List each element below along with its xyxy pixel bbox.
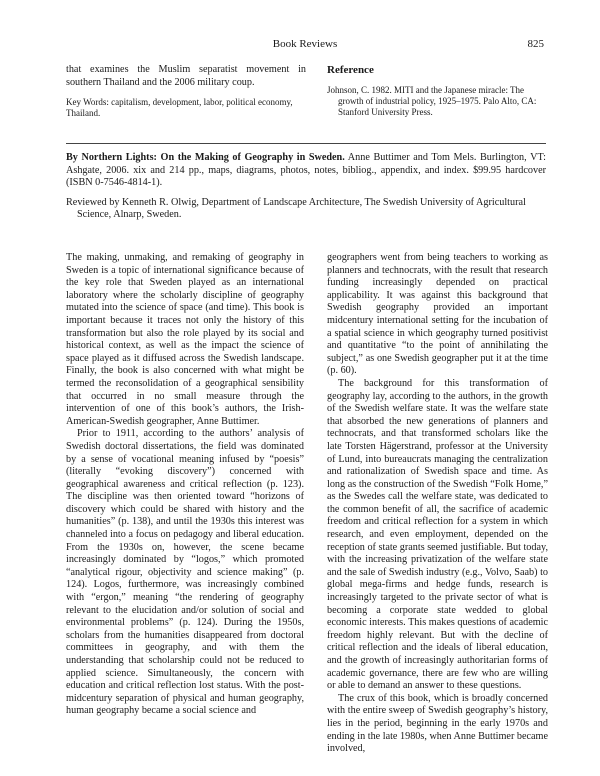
body-paragraph: geographers went from being teachers to working as planners and technocrats, with the result that research funding increasingly depended on practical applicability. It was against this background that Swedish geography provided an important midcentury international setting for the incubation of a spatial science in which geography turned positivist and quantitative “to the point of annihilating the subject,” as one Swedish geographer put it at the time (p. 60).	[327, 252, 548, 377]
body-paragraph: The crux of this book, which is broadly concerned with the entire sweep of Swedish geography’s history, lies in the period, beginning in the early 1970s and ending in the late 1980s, when Anne Buttimer became involved,	[327, 692, 548, 755]
review-body-right-column	[327, 252, 548, 756]
running-head	[66, 38, 544, 52]
body-paragraph: The making, unmaking, and remaking of geography in Sweden is a topic of international significance because of the key role that Sweden played as an international laboratory where the scholarly discipline of geography mutated into the science of space (and time). This book is important because it traces not only the history of this transformation but also the role played by its social and historical context, as well as the impact the science of space played as it diffused across the Swedish landscape. Finally, the book is also concerned with what might be termed the reconsolidation of a geographical sensibility that occurred in no small measure through the intervention of one of this book’s authors, the Irish-American-Swedish geographer, Anne Buttimer.	[66, 252, 304, 427]
reviewer-line: Reviewed by Kenneth R. Olwig, Department of Landscape Architecture, The Swedish University of Agricultural Science, Alnarp, Sweden.	[66, 196, 526, 221]
book-details: Anne Buttimer and Tom Mels. Burlington, VT: Ashgate, 2006. xix and 214 pp., maps, diagrams, photos, notes, bibliog., appendix, and index. $99.95 hardcover (ISBN 0-7546-4814-1).	[66, 152, 546, 189]
review-header	[66, 152, 546, 222]
reference-heading: Reference	[327, 64, 374, 76]
book-title: By Northern Lights: On the Making of Geography in Sweden.	[66, 152, 345, 163]
previous-review-closing-text: that examines the Muslim separatist movement in southern Thailand and the 2006 military coup.	[66, 64, 306, 88]
running-title: Book Reviews	[272, 38, 338, 50]
reference-section	[327, 64, 547, 118]
review-body-left-column	[66, 252, 304, 718]
section-divider	[66, 143, 546, 144]
reference-entry: Johnson, C. 1982. MITI and the Japanese miracle: The growth of industrial policy, 1925–1975. Palo Alto, CA: Stanford University Press.	[327, 84, 537, 117]
previous-review-ending	[66, 64, 306, 119]
body-paragraph: Prior to 1911, according to the authors’ analysis of Swedish doctoral dissertations, the field was dominated by a sense of vocational meaning infused by “poesis” (literally “evoking discovery”) concerned with geographical awareness and critical reflection (p. 123). The discipline was then oriented toward “horizons of discovery which could be shared with history and the humanities” (p. 138), and until the 1930s this interest was channeled into a focus on pedagogy and liberal education. From the 1930s on, however, the scene became increasingly dominated by “logos,” which promoted “analytical rigour, objectivity and science making” (p. 124). Logos, furthermore, was increasingly combined with “ergon,” meaning “the rendering of geography relevant to the elucidation and/or solution of social and environmental problems” (p. 124). During the 1950s, scholars from the humanities disappeared from doctoral committees in geography, and with them the understanding that scholarship could not be reduced to applied science. Simultaneously, the concern with education and critical reflection lost status. With the post-midcentury separation of physical and human geography, human geography became a social science and	[66, 428, 304, 717]
book-citation	[66, 152, 546, 190]
page-number: 825	[527, 38, 544, 50]
body-paragraph: The background for this transformation of geography lay, according to the authors, in the growth of the Swedish welfare state. It was the welfare state that absorbed the new generations of planners and technocrats, and that transformed scholars like the late Torsten Hägerstrand, professor at the University of Lund, into bureaucrats managing the centralization and rationalization of Swedish space and time. As long as the construction of the Swedish “Folk Home,” as the Swedes call the welfare state, was dedicated to the common benefit of all, the sacrifice of academic freedom and critical reflection for a system in which research, and even employment, depended on the reception of state grants seemed justifiable. But today, with the increasing privatization of the welfare state and the sale of Swedish industry (e.g., Volvo, Saab) to global mega-firms and hedge funds, research is increasingly targeted to the private sector of what is becoming a corporate state wedded to global economic interests. This makes questions of academic freedom highly relevant. But with the decline of critical reflection and the ideals of liberal education, and the growth of increasingly authoritarian forms of academic governance, there are few who are willing or able to demand an answer to these questions.	[327, 377, 548, 692]
keywords: Key Words: capitalism, development, labor, political economy, Thailand.	[66, 97, 293, 119]
